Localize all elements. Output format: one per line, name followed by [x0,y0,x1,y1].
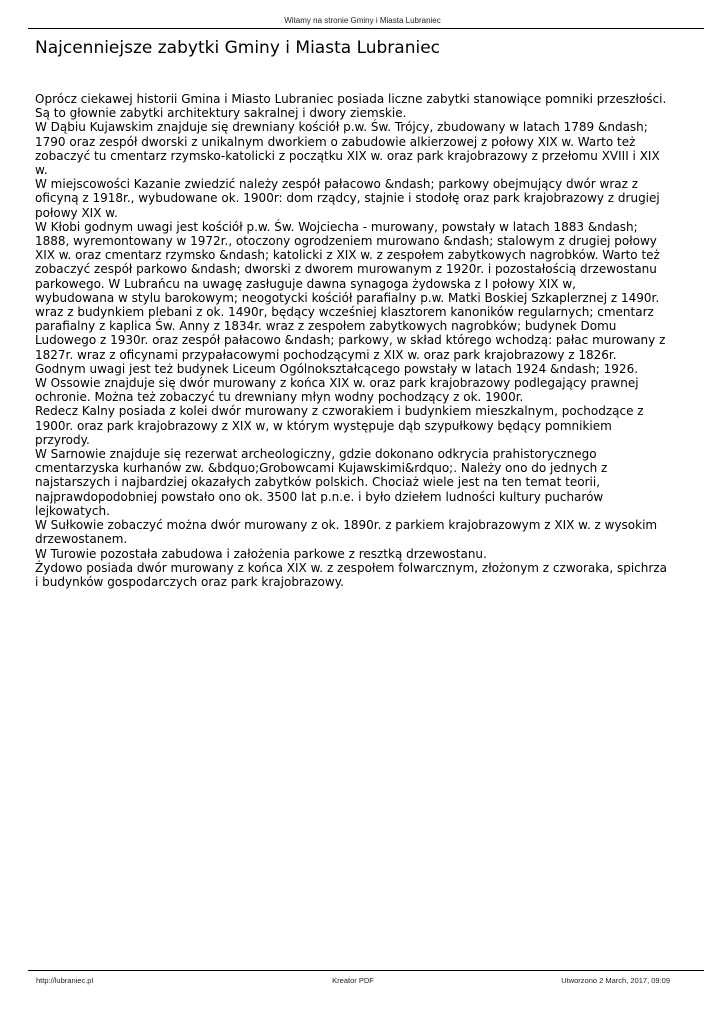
footer-divider [28,970,704,971]
article-paragraph-zydowo: Żydowo posiada dwór murowany z końca XIX w. z zespołem folwarcznym, złożonym z czworaka, spichrza i budynków gospodarczych oraz park krajobrazowy. [35,560,667,589]
article-paragraph-sulkowo: W Sułkowie zobaczyć można dwór murowany z ok. 1890r. z parkiem krajobrazowym z XIX w. z wysokim drzewostanem. [35,518,658,547]
footer-site-url: http://lubraniec.pl [36,976,94,985]
footer-created-date: Utworzono 2 March, 2017, 09:09 [561,976,670,985]
header-divider [28,28,704,29]
footer-generator: Kreator PDF [332,976,374,985]
article-paragraph-intro: Oprócz ciekawej historii Gmina i Miasto Lubraniec posiada liczne zabytki stanowiące pomniki przeszłości. Są to głownie zabytki architektury sakralnej i dwory ziemskie. [35,92,667,121]
page-title: Najcenniejsze zabytki Gminy i Miasta Lubraniec [35,38,441,58]
article-body [35,92,695,589]
article-paragraph-sarnowo: W Sarnowie znajduje się rezerwat archeologiczny, gdzie dokonano odkrycia prahistorycznego cmentarzyska kurhanów zw. &bdquo;Grobowcami Kujawskimi&rdquo;. Należy ono do jednych z najstarszych i najbardziej okazałych zabytków polskich. Chociaż wiele jest na ten temat teorii, najprawdopodobniej powstało ono ok. 3500 lat p.n.e. i było dziełem ludności kultury pucharów lejkowatych. [35,447,608,518]
site-header-title: Witamy na stronie Gminy i Miasta Lubraniec [284,16,441,25]
article-paragraph-kazanie: W miejscowości Kazanie zwiedzić należy zespół pałacowo &ndash; parkowy obejmujący dwór wraz z oficyną z 1918r., wybudowane ok. 1900r: dom rządcy, stajnie i stodołę oraz park krajobrazowy z drugiej połowy XIX w. [35,177,660,220]
page-footer [36,976,670,986]
article-paragraph-turowo: W Turowie pozostała zabudowa i założenia parkowe z resztką drzewostanu. [35,546,487,561]
article-paragraph-redecz-kalny: Redecz Kalny posiada z kolei dwór murowany z czworakiem i budynkiem mieszkalnym, pochodzące z 1900r. oraz park krajobrazowy z XIX w, w którym występuje dąb szypułkowy będący pomnikiem przyrody. [35,404,644,447]
article-paragraph-klobia-lubraniec: W Kłobi godnym uwagi jest kościół p.w. Św. Wojciecha - murowany, powstały w latach 1883 &ndash; 1888, wyremontowany w 1972r., otoczony ogrodzeniem murowano &ndash; stalowym z drugiej połowy XIX w. oraz cmentarz rzymsko &ndash; katolicki z XIX w. z zespołem zabytkowych nagrobków. Warto też zobaczyć zespół parkowo &ndash; dworski z dworem murowanym z 1920r. i pozostałością drzewostanu parkowego. W Lubrańcu na uwagę zasługuje dawna synagoga żydowska z I połowy XIX w, wybudowana w stylu barokowym; neogotycki kościół parafialny p.w. Matki Boskiej Szkaplerznej z 1490r. wraz z budynkiem plebani z ok. 1490r, będący wcześniej klasztorem kanoników regularnych; cmentarz parafialny z kaplica Św. Anny z 1834r. wraz z zespołem zabytkowych nagrobków; budynek Domu Ludowego z 1930r. oraz zespół pałacowo &ndash; parkowy, w skład którego wchodzą: pałac murowany z 1827r. wraz z oficynami przypałacowymi pochodzącymi z XIX w. oraz park krajobrazowy z 1826r. Godnym uwagi jest też budynek Liceum Ogólnokształcącego powstały w latach 1924 &ndash; 1926. [35,219,666,376]
article-paragraph-ossowo: W Ossowie znajduje się dwór murowany z końca XIX w. oraz park krajobrazowy podlegający prawnej ochronie. Można też zobaczyć tu drewniany młyn wodny pochodzący z ok. 1900r. [35,376,639,405]
article-paragraph-dabie: W Dąbiu Kujawskim znajduje się drewniany kościół p.w. Św. Trójcy, zbudowany w latach 1789 &ndash; 1790 oraz zespół dworski z unikalnym dworkiem o zabudowie alkierzowej z połowy XIX w. Warto też zobaczyć tu cmentarz rzymsko-katolicki z początku XIX w. oraz park krajobrazowy z przełomu XVIII i XIX w. [35,120,660,178]
